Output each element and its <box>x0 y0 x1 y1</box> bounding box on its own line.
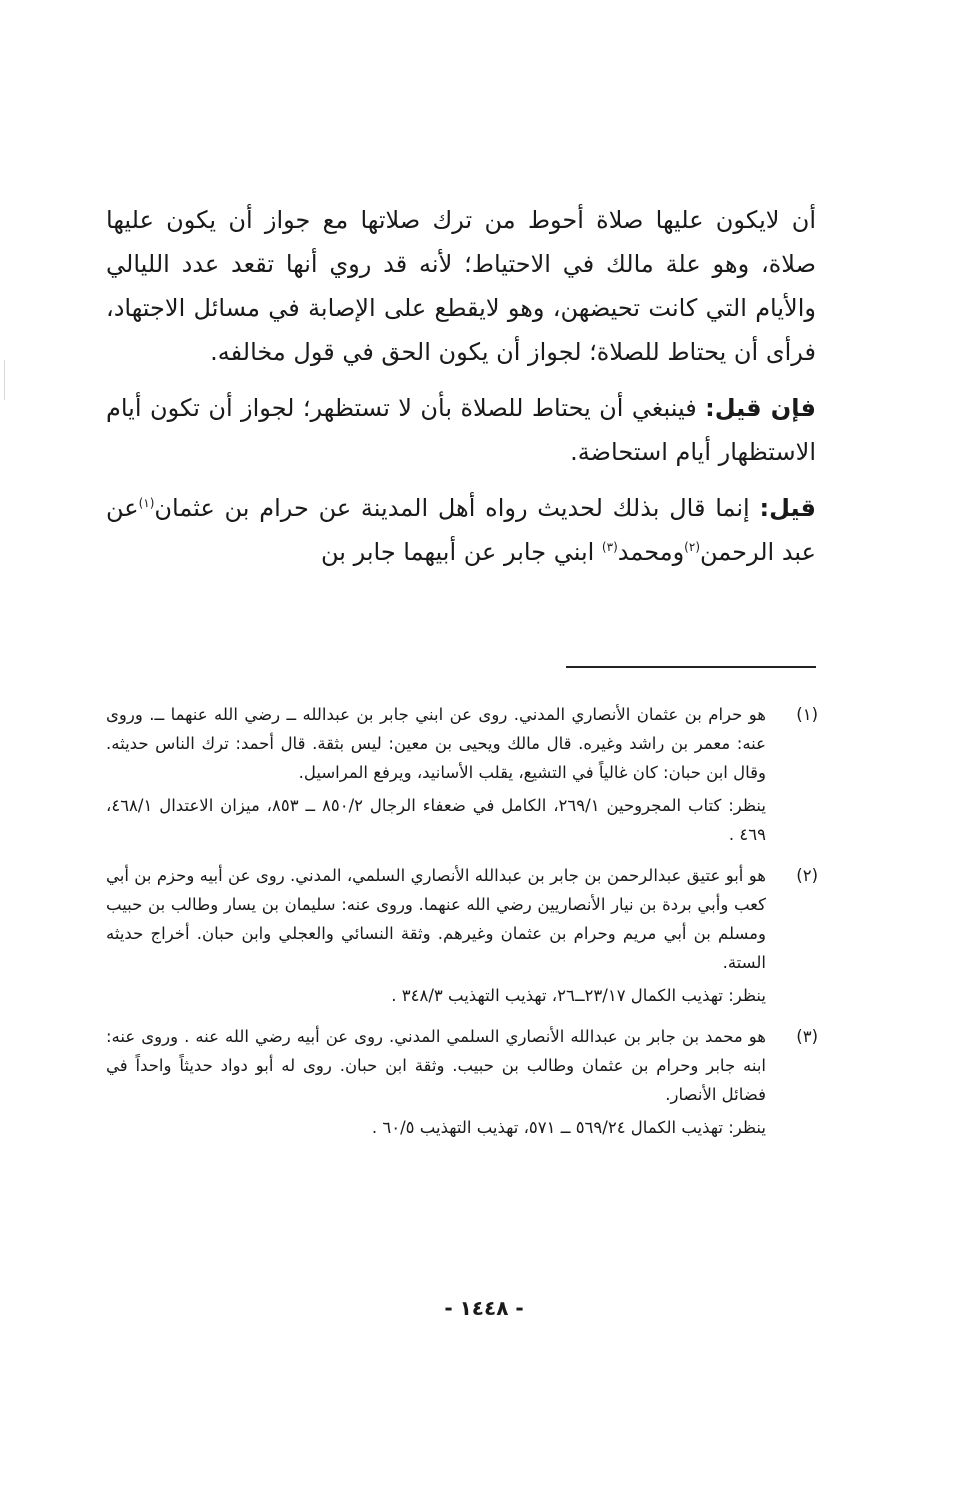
footnote-divider <box>566 666 816 668</box>
footnote-text: هو حرام بن عثمان الأنصاري المدني. روى عن ابني جابر بن عبدالله ــ رضي الله عنهما ــ. وروى عنه: معمر بن راشد وغيره. قال مالك ويحيى بن معين: ليس بثقة. قال أحمد: ترك الناس حديثه. وقال ابن حبان: كان غالياً في التشيع، يقلب الأسانيد، ويرفع المراسيل. <box>106 705 766 782</box>
footnote-number: (٢) <box>796 866 818 885</box>
footnote-reference: ينظر: تهذيب الكمال ٥٦٩/٢٤ ــ ٥٧١، تهذيب التهذيب ٦٠/٥ . <box>371 1118 766 1137</box>
footnote-1 <box>106 700 818 849</box>
footnote-ref-1: (١) <box>138 496 155 510</box>
footnote-3 <box>106 1022 818 1142</box>
paragraph-3-text-b: عن عبد الرحمن <box>106 494 816 566</box>
footnote-ref-3: (٣) <box>601 540 618 554</box>
paragraph-2-lead: فإن قيل: <box>705 394 816 422</box>
page-number: - ١٤٤٨ - <box>444 1296 524 1320</box>
paragraph-3-text-a: إنما قال بذلك لحديث رواه أهل المدينة عن حرام بن عثمان <box>154 494 760 522</box>
main-body-text <box>106 198 816 586</box>
footnotes-section <box>106 700 818 1154</box>
paragraph-2 <box>106 386 816 474</box>
footnote-ref-2: (٢) <box>684 540 700 554</box>
footnote-reference: ينظر: تهذيب الكمال ٢٣/١٧ــ٢٦، تهذيب التهذيب ٣٤٨/٣ . <box>391 986 766 1005</box>
footnote-reference: ينظر: كتاب المجروحين ٢٦٩/١، الكامل في ضعفاء الرجال ٨٥٠/٢ ــ ٨٥٣، ميزان الاعتدال ٤٦٨/١، ٤٦٩ . <box>106 796 766 844</box>
paragraph-3-text-c: ومحمد <box>617 538 685 566</box>
footnote-2 <box>106 861 818 1010</box>
scan-edge-mark <box>4 360 5 400</box>
paragraph-1: أن لايكون عليها صلاة أحوط من ترك صلاتها مع جواز أن يكون عليها صلاة، وهو علة مالك في الاحتياط؛ لأنه قد روي أنها تقعد عدد الليالي والأيام التي كانت تحيضهن، وهو لايقطع على الإصابة في مسائل الاجتهاد، فرأى أن يحتاط للصلاة؛ لجواز أن يكون الحق في قول مخالفه. <box>106 206 816 366</box>
footnote-text: هو محمد بن جابر بن عبدالله الأنصاري السلمي المدني. روى عن أبيه رضي الله عنه . وروى عنه: ابنه جابر وحرام بن عثمان وطالب بن حبيب. وثقة ابن حبان. روى له أبو دواد حديثاً واحداً في فضائل الأنصار. <box>106 1027 766 1104</box>
paragraph-3-lead: قيل: <box>759 494 816 522</box>
footnote-number: (٣) <box>796 1027 818 1046</box>
paragraph-3-text-d: ابني جابر عن أبيهما جابر بن <box>321 538 602 566</box>
footnote-text: هو أبو عتيق عبدالرحمن بن جابر بن عبدالله الأنصاري السلمي، المدني. روى عن أبيه وحزم بن أبي كعب وأبي بردة بن نيار الأنصاريين رضي الله عنهما. وروى عنه: سليمان بن يسار وطالب بن حبيب ومسلم بن أبي مريم وحرام بن عثمان وغيرهم. وثقة النسائي والعجلي وابن حبان. أخراج حديثه الستة. <box>106 866 766 972</box>
footnote-number: (١) <box>796 705 818 724</box>
paragraph-2-text: فينبغي أن يحتاط للصلاة بأن لا تستظهر؛ لجواز أن تكون أيام الاستظهار أيام استحاضة. <box>106 394 816 466</box>
paragraph-3 <box>106 486 816 574</box>
